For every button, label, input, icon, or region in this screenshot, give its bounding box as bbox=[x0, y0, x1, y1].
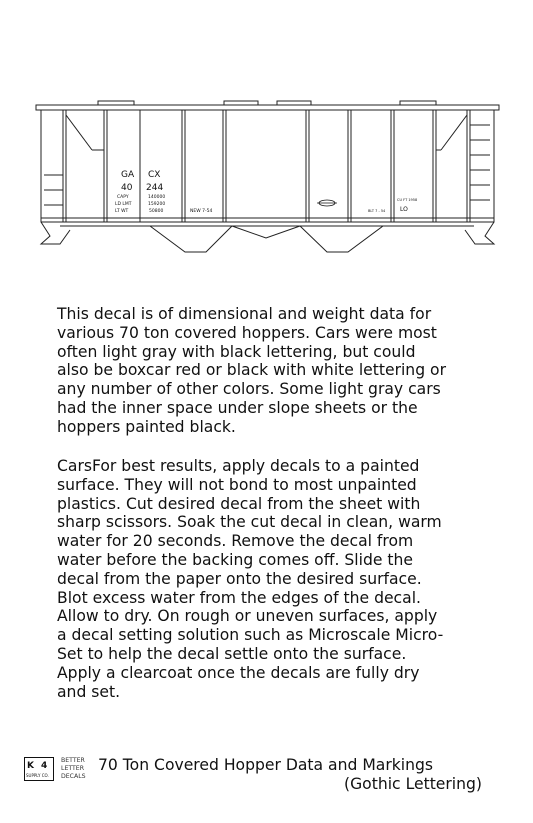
reporting-marks-left: GA bbox=[121, 170, 135, 180]
logo-tagline: BETTER LETTER DECALS bbox=[61, 757, 86, 780]
hopper-bay bbox=[150, 226, 232, 252]
blt-date: BLT 7 - 54 bbox=[368, 209, 386, 213]
lt-wt-label: LT WT bbox=[115, 209, 129, 214]
lo-label: LO bbox=[400, 206, 408, 213]
logo-mark: K 4 SUPPLY CO. bbox=[24, 757, 54, 781]
car-number-left: 40 bbox=[121, 183, 133, 193]
truck-left bbox=[41, 222, 70, 244]
new-date: NEW 7-54 bbox=[190, 209, 213, 214]
roof-hatch bbox=[277, 101, 311, 105]
ld-lmt-value: 159200 bbox=[148, 202, 166, 207]
hopper-bay bbox=[300, 226, 383, 252]
roof-line bbox=[36, 105, 499, 110]
truck-right bbox=[465, 222, 494, 244]
ld-lmt-label: LD LMT bbox=[115, 202, 132, 207]
herald-icon bbox=[317, 200, 337, 206]
car-number-right: 244 bbox=[146, 183, 164, 193]
reporting-marks-right: CX bbox=[148, 170, 161, 180]
capy-label: CAPY bbox=[117, 195, 129, 200]
instructions-paragraph: CarsFor best results, apply decals to a painted surface. They will not bond to most unpainted plastics. Cut desired decal from the sheet with sharp scissors. Soak the cut decal in clean, warm water for 20 seconds. Remove the decal from water before the backing comes off. Slide the decal from the paper onto the desired surface. Blot excess water from the edges of the decal. Allow to dry. On rough or uneven surfaces, apply a decal setting solution such as Microscale Micro- Set to help the decal settle onto the surface. Apply a clearcoat once the decals are fully dry and set. bbox=[57, 457, 444, 701]
roof-hatch bbox=[224, 101, 258, 105]
capy-value: 140000 bbox=[148, 195, 166, 200]
description-paragraph: This decal is of dimensional and weight data for various 70 ton covered hoppers. Cars were most often light gray with black lettering, but could also be boxcar red or black with white lettering or any number of other colors. Some light gray cars had the inner space under slope sheets or the hoppers painted black. bbox=[57, 305, 446, 436]
k4-logo bbox=[24, 757, 88, 783]
car-body bbox=[41, 110, 494, 222]
hopper-car-drawing bbox=[0, 0, 533, 280]
cu-ft: CU FT 1958 bbox=[397, 198, 418, 202]
product-title: 70 Ton Covered Hopper Data and Markings bbox=[98, 756, 434, 774]
roof-hatch bbox=[98, 101, 134, 105]
product-subtitle: (Gothic Lettering) bbox=[344, 775, 483, 793]
roof-hatch bbox=[400, 101, 436, 105]
lt-wt-value: 50800 bbox=[149, 209, 164, 214]
